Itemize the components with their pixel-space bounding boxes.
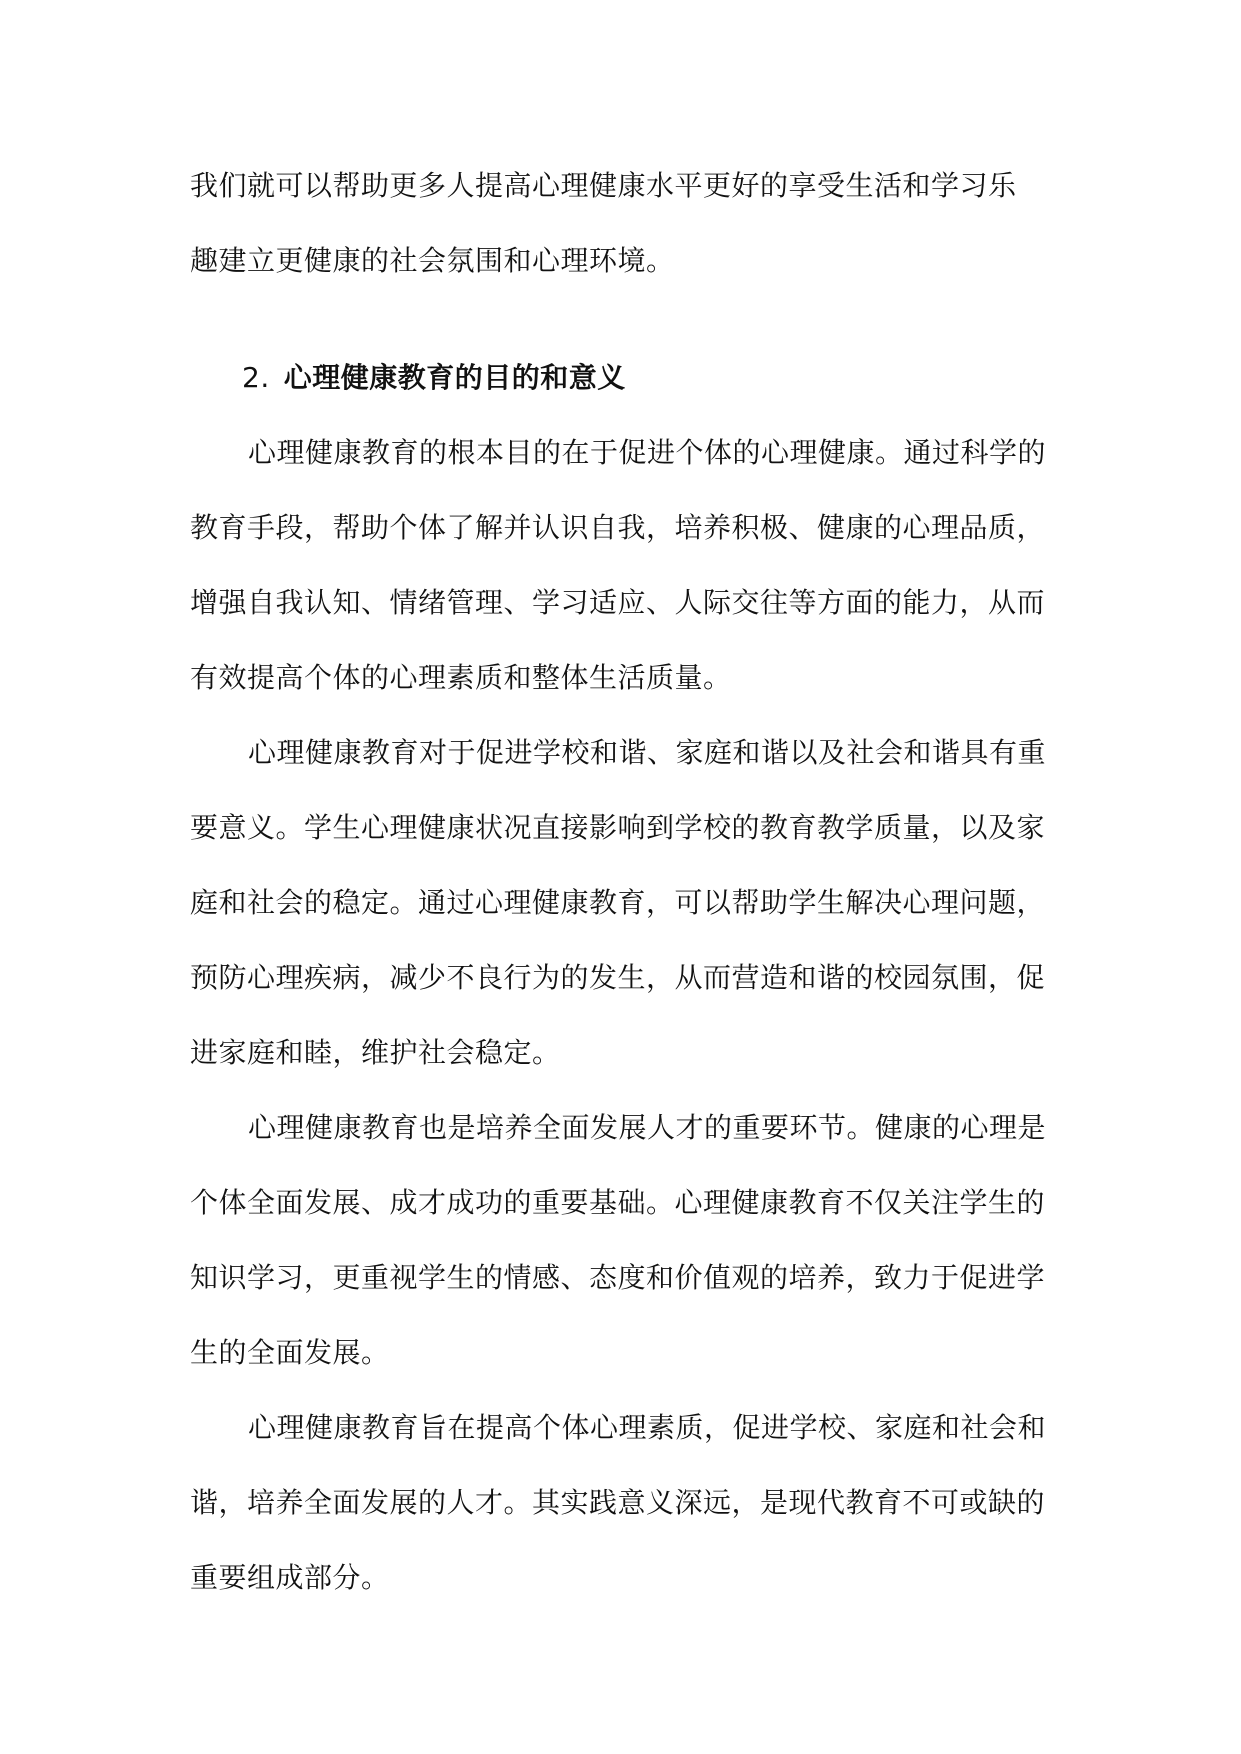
text-line: 谐，培养全面发展的人才。其实践意义深远，是现代教育不可或缺的 xyxy=(190,1486,1046,1519)
text-line: 个体全面发展、成才成功的重要基础。心理健康教育不仅关注学生的 xyxy=(190,1186,1046,1219)
text-line: 庭和社会的稳定。通过心理健康教育，可以帮助学生解决心理问题， xyxy=(190,886,1046,919)
body-paragraph xyxy=(190,715,1054,1090)
text-line: 我们就可以帮助更多人提高心理健康水平更好的享受生活和学习乐 xyxy=(190,169,1017,202)
body-paragraph xyxy=(190,415,1054,715)
section-heading xyxy=(190,340,1054,415)
text-line: 有效提高个体的心理素质和整体生活质量。 xyxy=(190,661,732,694)
text-line: 生的全面发展。 xyxy=(190,1336,390,1369)
text-line: 心理健康教育对于促进学校和谐、家庭和谐以及社会和谐具有重 xyxy=(248,736,1047,769)
text-line: 增强自我认知、情绪管理、学习适应、人际交往等方面的能力，从而 xyxy=(190,586,1046,619)
text-line: 趣建立更健康的社会氛围和心理环境。 xyxy=(190,244,675,277)
text-line: 进家庭和睦，维护社会稳定。 xyxy=(190,1036,561,1069)
body-paragraph xyxy=(190,1390,1054,1615)
body-paragraph xyxy=(190,1090,1054,1390)
text-line: 重要组成部分。 xyxy=(190,1561,390,1594)
text-line: 心理健康教育旨在提高个体心理素质，促进学校、家庭和社会和 xyxy=(248,1411,1047,1444)
section-title: 心理健康教育的目的和意义 xyxy=(283,361,626,394)
text-line: 心理健康教育也是培养全面发展人才的重要环节。健康的心理是 xyxy=(248,1111,1047,1144)
text-line: 知识学习，更重视学生的情感、态度和价值观的培养，致力于促进学 xyxy=(190,1261,1046,1294)
document-body xyxy=(190,148,1054,1615)
intro-paragraph xyxy=(190,148,1054,298)
text-line: 要意义。学生心理健康状况直接影响到学校的教育教学质量，以及家 xyxy=(190,811,1046,844)
text-line: 心理健康教育的根本目的在于促进个体的心理健康。通过科学的 xyxy=(248,436,1047,469)
text-line: 预防心理疾病，减少不良行为的发生，从而营造和谐的校园氛围，促 xyxy=(190,961,1046,994)
text-line: 教育手段，帮助个体了解并认识自我，培养积极、健康的心理品质， xyxy=(190,511,1046,544)
section-number: 2. xyxy=(242,361,270,394)
